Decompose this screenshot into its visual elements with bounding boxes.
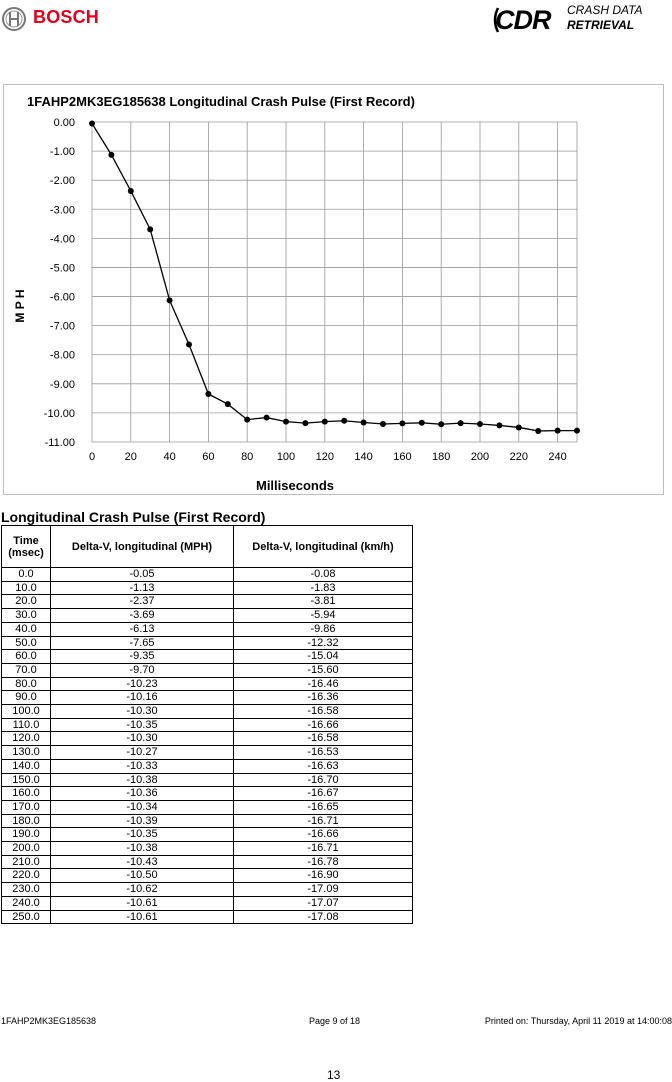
data-point [419,420,425,426]
cell-time: 190.0 [2,828,51,842]
cell-mph: -10.35 [51,718,234,732]
y-tick-label: -6.00 [49,291,75,304]
table-row [2,787,413,801]
cell-kmh: -16.71 [234,842,413,856]
cell-kmh: -17.08 [234,910,413,924]
column-header-time: Time (msec) [2,526,51,568]
cell-mph: -0.05 [51,568,234,582]
x-tick-label: 40 [163,451,176,463]
y-tick-label: -9.00 [49,378,75,391]
table-row [2,828,413,842]
table-row [2,814,413,828]
cell-mph: -7.65 [51,636,234,650]
table-row [2,677,413,691]
cell-kmh: -15.04 [234,650,413,664]
table-row [2,609,413,623]
cell-mph: -3.69 [51,609,234,623]
cell-time: 160.0 [2,787,51,801]
x-tick-label: 20 [124,451,137,463]
cell-kmh: -16.66 [234,828,413,842]
x-tick-label: 0 [88,451,96,463]
table-row [2,718,413,732]
data-point [89,120,95,126]
x-tick-label: 240 [548,451,567,463]
chart-title: 1FAHP2MK3EG185638 Longitudinal Crash Pulse (First Record) [27,94,415,109]
data-point [380,421,386,427]
cell-kmh: -16.90 [234,869,413,883]
x-axis-label: Milliseconds [255,478,335,493]
x-tick-label: 180 [432,451,451,463]
data-point [225,401,231,407]
cell-time: 90.0 [2,691,51,705]
cell-time: 200.0 [2,842,51,856]
cell-mph: -10.33 [51,759,234,773]
table-row [2,650,413,664]
cell-kmh: -16.58 [234,732,413,746]
crash-pulse-chart [0,84,672,496]
cell-time: 80.0 [2,677,51,691]
cell-kmh: -3.81 [234,595,413,609]
cell-mph: -9.70 [51,663,234,677]
x-tick-label: 200 [470,451,490,463]
x-tick-label: 140 [354,451,373,463]
column-header-mph: Delta-V, longitudinal (MPH) [51,526,234,568]
cell-mph: -10.39 [51,814,234,828]
cell-kmh: -16.71 [234,814,413,828]
data-point [555,428,561,434]
cell-mph: -10.50 [51,869,234,883]
cdr-brand-text: CDR [495,5,551,35]
bosch-brand-text: BOSCH [33,7,100,27]
data-point [574,428,580,434]
cell-kmh: -16.67 [234,787,413,801]
y-tick-label: -7.00 [49,320,75,333]
table-row [2,746,413,760]
cell-kmh: -16.70 [234,773,413,787]
data-point [477,421,483,427]
cell-time: 140.0 [2,759,51,773]
data-point [496,422,502,428]
cell-kmh: -16.46 [234,677,413,691]
cell-time: 210.0 [2,855,51,869]
cell-kmh: -16.65 [234,800,413,814]
cell-mph: -10.35 [51,828,234,842]
cell-mph: -2.37 [51,595,234,609]
data-point [283,419,289,425]
y-tick-label: -8.00 [49,349,75,362]
table-row [2,869,413,883]
data-point [399,420,405,426]
y-tick-label: -5.00 [49,262,75,275]
cell-time: 30.0 [2,609,51,623]
table-row [2,663,413,677]
cell-time: 70.0 [2,663,51,677]
series-line [92,123,577,430]
table-row [2,622,413,636]
cdr-subtitle-line2: RETRIEVAL [567,18,635,32]
data-point [205,391,211,397]
data-point [244,417,250,423]
crash-pulse-table [1,525,413,924]
table-row [2,595,413,609]
data-point [128,188,134,194]
cdr-subtitle-line1: CRASH DATA [567,3,643,17]
cell-mph: -1.13 [51,581,234,595]
y-tick-label: -10.00 [43,407,75,420]
x-axis-ticks [89,451,567,463]
cell-time: 250.0 [2,910,51,924]
cell-time: 180.0 [2,814,51,828]
cell-mph: -10.38 [51,773,234,787]
x-tick-label: 80 [241,451,254,463]
cell-time: 230.0 [2,883,51,897]
cell-time: 220.0 [2,869,51,883]
cell-kmh: -16.53 [234,746,413,760]
y-tick-label: -11.00 [44,437,75,449]
y-tick-label: -1.00 [49,146,75,159]
cell-kmh: -1.83 [234,581,413,595]
cell-kmh: -17.07 [234,896,413,910]
data-point [302,420,308,426]
data-point [264,415,270,421]
table-row [2,883,413,897]
cell-time: 150.0 [2,773,51,787]
cell-kmh: -0.08 [234,568,413,582]
data-point [341,418,347,424]
cell-mph: -10.38 [51,842,234,856]
data-point [361,420,367,426]
cell-time: 0.0 [2,568,51,582]
x-tick-label: 220 [509,451,528,463]
cell-mph: -6.13 [51,622,234,636]
cell-kmh: -5.94 [234,609,413,623]
cell-mph: -10.27 [51,746,234,760]
cell-mph: -10.43 [51,855,234,869]
cell-mph: -10.30 [51,732,234,746]
table-row [2,732,413,746]
cell-kmh: -15.60 [234,663,413,677]
cell-mph: -10.16 [51,691,234,705]
footer-page-count: Page 9 of 18 [309,1016,361,1026]
data-point [516,424,522,430]
table-row [2,896,413,910]
y-tick-label: -3.00 [49,204,75,217]
series-crash-pulse [89,120,580,433]
table-header-row [2,526,413,568]
table-row [2,773,413,787]
cell-mph: -10.34 [51,800,234,814]
table-row [2,800,413,814]
y-axis-ticks [44,117,75,449]
x-tick-label: 160 [393,451,412,463]
y-axis-label: M P H [13,289,27,323]
column-header-kmh: Delta-V, longitudinal (km/h) [234,526,413,568]
table-row [2,691,413,705]
y-tick-label: -2.00 [49,175,75,188]
cell-time: 20.0 [2,595,51,609]
footer-printed-date: Printed on: Thursday, April 11 2019 at 14:00:08 [484,1016,672,1026]
data-point [322,419,328,425]
cell-kmh: -9.86 [234,622,413,636]
cell-kmh: -16.36 [234,691,413,705]
data-point [438,421,444,427]
cell-kmh: -16.63 [234,759,413,773]
cell-time: 60.0 [2,650,51,664]
cell-kmh: -12.32 [234,636,413,650]
cell-mph: -10.30 [51,705,234,719]
table-row [2,636,413,650]
table-title: Longitudinal Crash Pulse (First Record) [1,509,266,525]
data-point [147,226,153,232]
cell-mph: -10.62 [51,883,234,897]
cell-mph: -10.61 [51,896,234,910]
y-tick-label: 0.00 [53,117,75,129]
data-point [458,420,464,426]
y-tick-label: -4.00 [49,233,75,246]
table-row [2,568,413,582]
table-row [2,705,413,719]
cell-kmh: -16.78 [234,855,413,869]
cell-kmh: -17.09 [234,883,413,897]
data-point [535,428,541,434]
x-tick-label: 60 [202,451,215,463]
cell-time: 110.0 [2,718,51,732]
cell-time: 170.0 [2,800,51,814]
table-row [2,842,413,856]
cell-mph: -10.36 [51,787,234,801]
cell-kmh: -16.66 [234,718,413,732]
page-number: 13 [327,1068,341,1082]
cell-mph: -9.35 [51,650,234,664]
table-row [2,855,413,869]
x-tick-label: 120 [315,451,334,463]
table-row [2,759,413,773]
table-row [2,910,413,924]
x-tick-label: 100 [276,451,296,463]
cell-time: 50.0 [2,636,51,650]
cell-kmh: -16.58 [234,705,413,719]
cell-time: 40.0 [2,622,51,636]
data-point [167,297,173,303]
cell-time: 10.0 [2,581,51,595]
cell-mph: -10.23 [51,677,234,691]
cell-time: 130.0 [2,746,51,760]
table-row [2,581,413,595]
cell-mph: -10.61 [51,910,234,924]
data-point [186,342,192,348]
data-point [108,152,114,158]
cell-time: 100.0 [2,705,51,719]
cell-time: 240.0 [2,896,51,910]
footer-vin: 1FAHP2MK3EG185638 [1,1016,97,1026]
cell-time: 120.0 [2,732,51,746]
